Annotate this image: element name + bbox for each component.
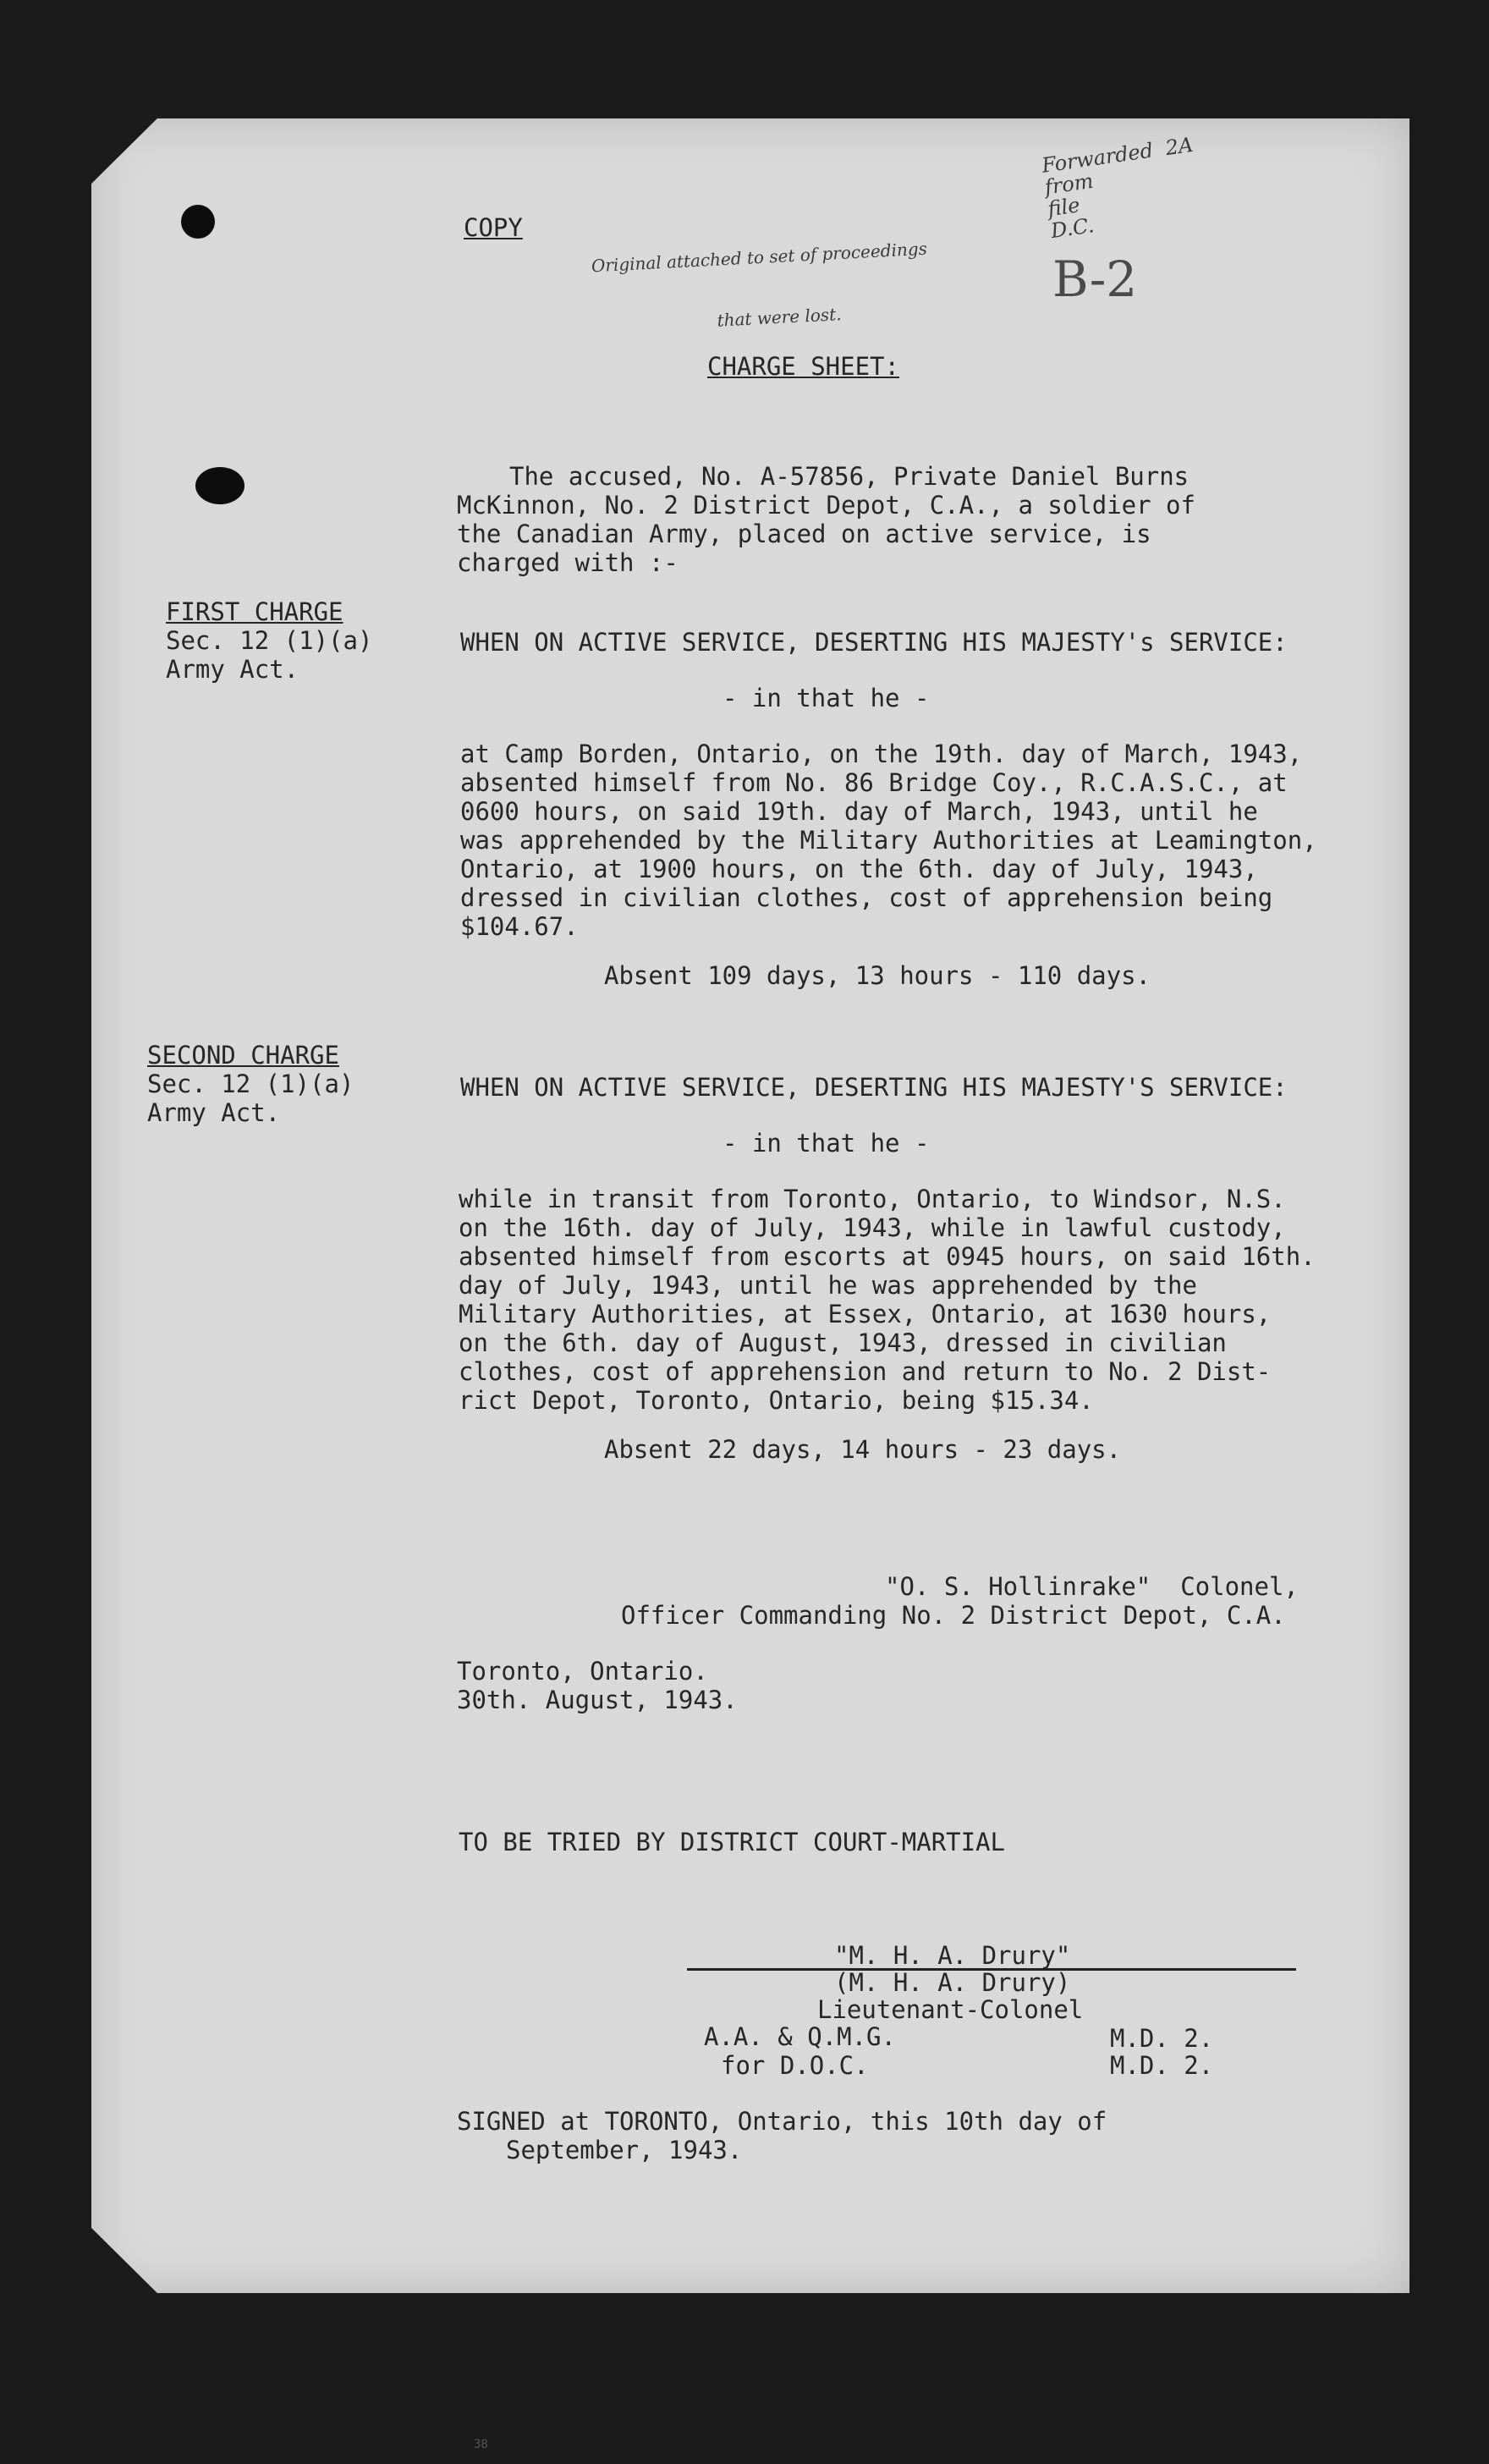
charge-body-line: Ontario, at 1900 hours, on the 6th. day of July, 1943, [460, 855, 1258, 883]
charge-body-line: rict Depot, Toronto, Ontario, being $15.34. [459, 1386, 1094, 1415]
intro-line: the Canadian Army, placed on active service, is [457, 520, 1151, 548]
charge-act: Army Act. [147, 1098, 281, 1127]
charge-in-that: - in that he - [723, 684, 930, 712]
charge-body-line: absented himself from No. 86 Bridge Coy., R.C.A.S.C., at [460, 768, 1288, 797]
approver-typed-name: (M. H. A. Drury) [834, 1968, 1071, 1997]
approver-signed-name: "M. H. A. Drury" [834, 1941, 1071, 1970]
charge-body [460, 740, 1317, 941]
intro-line: The accused, No. A-57856, Private Daniel Burns [509, 462, 1190, 491]
charge-body-line: on the 6th. day of August, 1943, dressed in civilian [459, 1328, 1227, 1357]
date: 30th. August, 1943. [457, 1686, 738, 1714]
signed-at [457, 2107, 1107, 2164]
copy-label: COPY [464, 213, 523, 242]
approver-district: M.D. 2. [1110, 2024, 1214, 2053]
first-charge-margin [166, 597, 372, 684]
footer-mark: 38 [474, 2438, 488, 2451]
charge-body-line: $104.67. [460, 912, 579, 941]
approver-district: M.D. 2. [1110, 2051, 1214, 2080]
charge-body-line: Military Authorities, at Essex, Ontario, at 1630 hours, [459, 1300, 1272, 1328]
signed-at-line: September, 1943. [506, 2136, 743, 2164]
charge-body-line: dressed in civilian clothes, cost of apprehension being [460, 883, 1273, 912]
charge-absent: Absent 109 days, 13 hours - 110 days. [604, 961, 1151, 990]
place: Toronto, Ontario. [457, 1657, 708, 1686]
intro-line: charged with :- [457, 548, 679, 577]
charge-body-line: clothes, cost of apprehension and return to No. 2 Dist- [459, 1357, 1272, 1386]
charge-absent: Absent 22 days, 14 hours - 23 days. [604, 1435, 1122, 1464]
charge-in-that: - in that he - [723, 1129, 930, 1158]
signed-at-line: SIGNED at TORONTO, Ontario, this 10th day of [457, 2107, 1107, 2136]
punch-hole [181, 205, 215, 239]
charge-body-line: day of July, 1943, until he was apprehended by the [459, 1271, 1197, 1300]
charge-body-line: on the 16th. day of July, 1943, while in lawful custody, [459, 1213, 1286, 1242]
colonel-name: "O. S. Hollinrake" Colonel, [885, 1572, 1299, 1601]
charge-act: Army Act. [166, 655, 299, 684]
intro-paragraph [457, 462, 1195, 577]
punch-hole [195, 467, 245, 504]
page-title: CHARGE SHEET: [707, 352, 899, 381]
charge-body-line: absented himself from escorts at 0945 hours, on said 16th. [459, 1242, 1316, 1271]
charge-body-line: while in transit from Toronto, Ontario, to Windsor, N.S. [459, 1185, 1286, 1213]
second-charge-margin [147, 1041, 354, 1127]
charge-body-line: 0600 hours, on said 19th. day of March, 1943, until he [460, 797, 1258, 826]
approver-role: A.A. & Q.M.G. [704, 2022, 896, 2051]
charge-label: FIRST CHARGE [166, 597, 343, 626]
approver-rank: Lieutenant-Colonel [817, 1995, 1084, 2024]
approver-role: for D.O.C. [721, 2051, 869, 2080]
colonel-signature-block [621, 1572, 1299, 1630]
place-date [457, 1657, 738, 1714]
charge-body-line: at Camp Borden, Ontario, on the 19th. day of March, 1943, [460, 740, 1303, 768]
charge-body-line: was apprehended by the Military Authorities at Leamington, [460, 826, 1317, 855]
charge-label: SECOND CHARGE [147, 1041, 339, 1070]
handwritten-corner-note: Forwarded 2A from file D.C. [1040, 132, 1195, 244]
intro-line: McKinnon, No. 2 District Depot, C.A., a soldier of [457, 491, 1195, 520]
charge-body [459, 1185, 1316, 1415]
colonel-title: Officer Commanding No. 2 District Depot, C.A. [621, 1601, 1286, 1630]
charge-offence: WHEN ON ACTIVE SERVICE, DESERTING HIS MAJESTY'S SERVICE: [460, 1073, 1288, 1102]
charge-offence: WHEN ON ACTIVE SERVICE, DESERTING HIS MAJESTY's SERVICE: [460, 628, 1288, 657]
tried-by: TO BE TRIED BY DISTRICT COURT-MARTIAL [459, 1828, 1006, 1856]
charge-section: Sec. 12 (1)(a) [166, 626, 373, 655]
handwritten-note: Original attached to set of proceedings that were lost. [591, 238, 928, 331]
charge-section: Sec. 12 (1)(a) [147, 1070, 354, 1098]
file-number: B-2 [1052, 250, 1138, 308]
